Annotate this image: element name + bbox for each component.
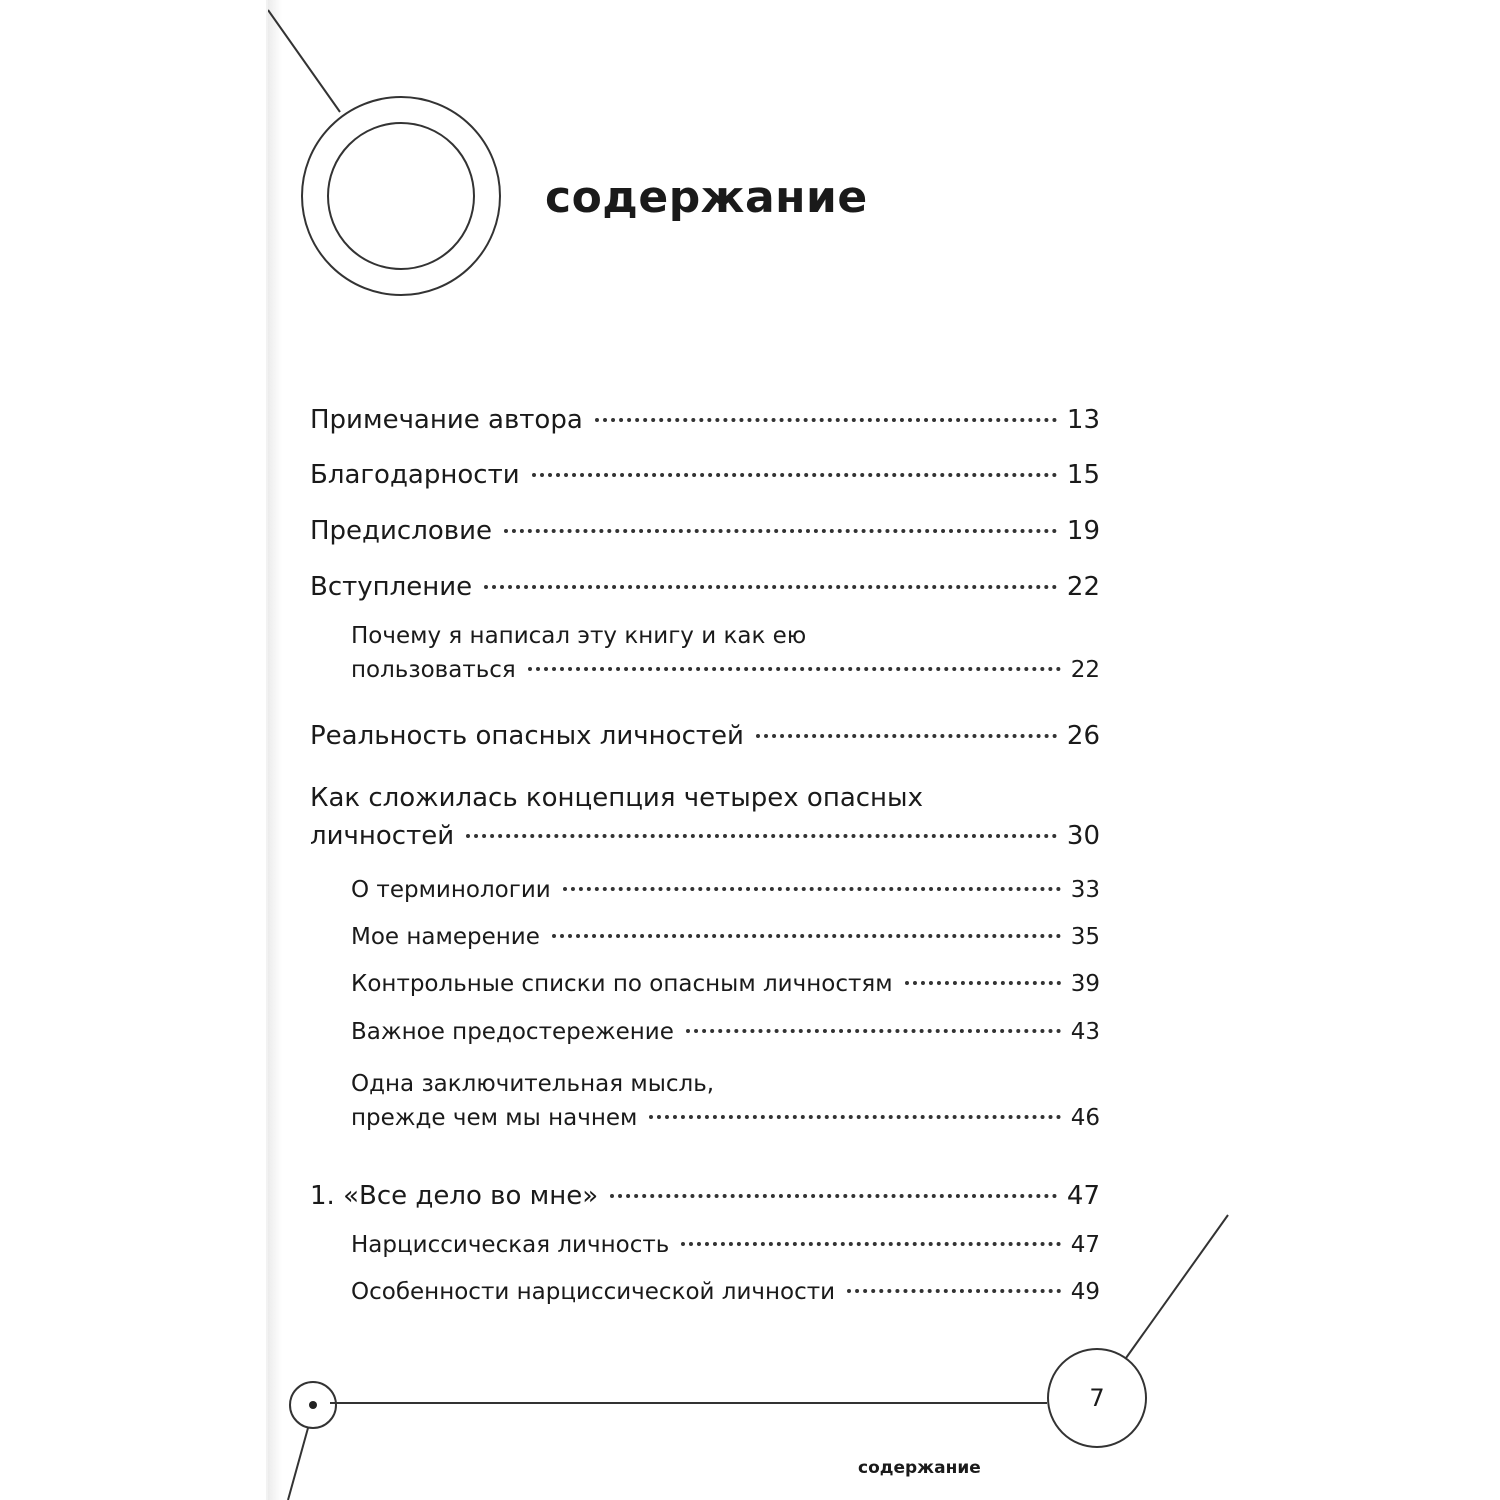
dot-leader bbox=[610, 1194, 1057, 1198]
toc-entry-title-line1: Одна заключительная мысль, bbox=[351, 1071, 715, 1097]
toc-page-number: 39 bbox=[1070, 971, 1100, 997]
dot-leader bbox=[528, 667, 1061, 671]
toc-page-number: 33 bbox=[1070, 877, 1100, 903]
toc-page-number: 35 bbox=[1070, 924, 1100, 950]
toc-entry bbox=[310, 971, 1100, 997]
footer-bullet bbox=[309, 1401, 317, 1409]
toc-page-number: 46 bbox=[1070, 1105, 1100, 1131]
toc-entry bbox=[310, 877, 1100, 903]
toc-entry-title-line1: Почему я написал эту книгу и как ею bbox=[351, 623, 807, 649]
toc-entry-title: Контрольные списки по опасным личностям bbox=[351, 971, 893, 997]
toc-entry bbox=[310, 1181, 1100, 1211]
dot-leader bbox=[552, 934, 1061, 938]
toc-entry bbox=[310, 623, 1100, 683]
dot-leader bbox=[563, 887, 1061, 891]
toc-page-number: 19 bbox=[1066, 516, 1100, 546]
toc-entry-title: Благодарности bbox=[310, 460, 520, 490]
toc-entry-title: Предисловие bbox=[310, 516, 492, 546]
page-number: 7 bbox=[1089, 1384, 1105, 1412]
toc-entry bbox=[310, 783, 1100, 851]
toc-entry-title: Вступление bbox=[310, 572, 473, 602]
toc-entry bbox=[310, 721, 1100, 751]
dot-leader bbox=[681, 1242, 1060, 1246]
toc-page-number: 22 bbox=[1070, 657, 1100, 683]
dot-leader bbox=[905, 981, 1061, 985]
dot-leader bbox=[756, 734, 1057, 738]
dot-leader bbox=[504, 529, 1057, 533]
toc-entry-title: Реальность опасных личностей bbox=[310, 721, 744, 751]
toc-page-number: 13 bbox=[1066, 405, 1100, 435]
dot-leader bbox=[595, 418, 1057, 422]
toc-entry-title: Нарциссическая личность bbox=[351, 1232, 670, 1258]
dot-leader bbox=[649, 1115, 1060, 1119]
toc-entry bbox=[310, 516, 1100, 546]
toc-entry-title: Важное предостережение bbox=[351, 1019, 674, 1045]
toc-entry-title: 1. «Все дело во мне» bbox=[310, 1181, 599, 1211]
dot-leader bbox=[847, 1289, 1061, 1293]
toc-page-number: 47 bbox=[1066, 1181, 1100, 1211]
toc-entry bbox=[310, 1232, 1100, 1258]
page-title: содержание bbox=[545, 172, 868, 223]
dot-leader bbox=[532, 473, 1057, 477]
toc-entry bbox=[310, 924, 1100, 950]
toc-entry-title: Примечание автора bbox=[310, 405, 583, 435]
toc-entry bbox=[310, 1071, 1100, 1131]
dot-leader bbox=[466, 834, 1057, 838]
toc-page-number: 47 bbox=[1070, 1232, 1100, 1258]
toc-entry-title: пользоваться bbox=[351, 657, 516, 683]
book-page bbox=[268, 0, 1230, 1500]
toc-page-number: 43 bbox=[1070, 1019, 1100, 1045]
toc-page-number: 26 bbox=[1066, 721, 1100, 751]
dot-leader bbox=[686, 1029, 1061, 1033]
toc-entry-title: прежде чем мы начнем bbox=[351, 1105, 638, 1131]
toc-page-number: 30 bbox=[1066, 821, 1100, 851]
toc-entry bbox=[310, 1279, 1100, 1305]
toc-entry-title-line1: Как сложилась концепция четырех опасных bbox=[310, 783, 923, 813]
running-head: содержание bbox=[858, 1458, 981, 1478]
dot-leader bbox=[484, 585, 1057, 589]
deco-circle-large bbox=[302, 97, 500, 295]
toc-page-number: 22 bbox=[1066, 572, 1100, 602]
toc-entry bbox=[310, 405, 1100, 435]
toc-entry-title: Особенности нарциссической личности bbox=[351, 1279, 836, 1305]
toc-entry bbox=[310, 572, 1100, 602]
toc-entry-title: личностей bbox=[310, 821, 455, 851]
toc-entry-title: О терминологии bbox=[351, 877, 551, 903]
toc-entry bbox=[310, 460, 1100, 490]
toc-page-number: 15 bbox=[1066, 460, 1100, 490]
toc-page-number: 49 bbox=[1070, 1279, 1100, 1305]
toc-entry-title: Мое намерение bbox=[351, 924, 540, 950]
toc-entry bbox=[310, 1019, 1100, 1045]
deco-circle-small bbox=[328, 123, 474, 269]
